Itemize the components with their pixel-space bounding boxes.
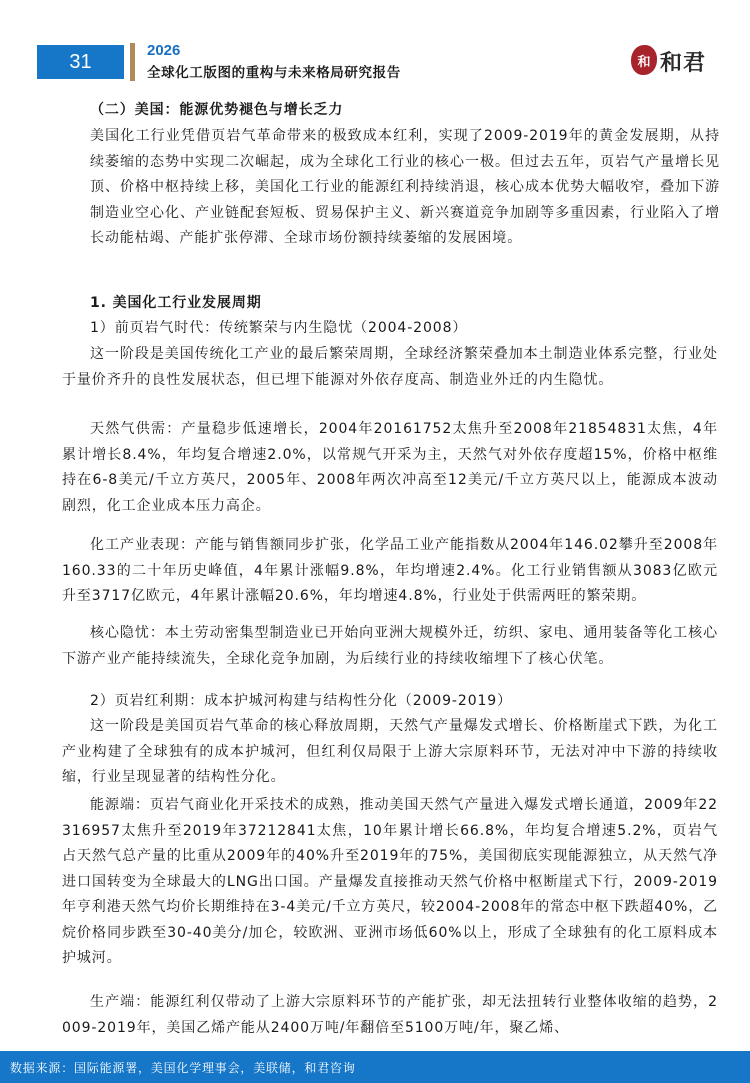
phase-1-industry: 化工产业表现：产能与销售额同步扩张，化学品工业产能指数从2004年146.02攀升至2008年160.33的二十年历史峰值，4年累计涨幅9.8%，年均增速2.4%。化工行业销售额从3083亿欧元升至3717亿欧元，4年累计涨幅20.6%，年均增速4.8%，行业处于供需两旺的繁荣期。 bbox=[62, 537, 718, 604]
phase-1-intro: 这一阶段是美国传统化工产业的最后繁荣周期，全球经济繁荣叠加本土制造业体系完整，行业处于量价齐升的良性发展状态，但已埋下能源对外依存度高、制造业外迁的内生隐忧。 bbox=[62, 346, 718, 388]
logo-seal-icon: 和 bbox=[631, 45, 657, 75]
phase-2-production: 生产端：能源红利仅带动了上游大宗原料环节的产能扩张，却无法扭转行业整体收缩的趋势，2009-2019年，美国乙烯产能从2400万吨/年翻倍至5100万吨/年，聚乙烯、 bbox=[62, 994, 718, 1036]
phase-1-gas: 天然气供需：产量稳步低速增长，2004年20161752太焦升至2008年21854831太焦，4年累计增长8.4%，年均复合增速2.0%，以常规气开采为主，天然气对外依存度超15%，价格中枢维持在6-8美元/千立方英尺，2005年、2008年两次冲高至12美元/千立方英尺以上，能源成本波动剧烈，化工企业成本压力高企。 bbox=[62, 421, 718, 514]
report-year: 2026 bbox=[147, 42, 181, 59]
page-number: 31 bbox=[37, 45, 124, 79]
intro-paragraph: 美国化工行业凭借页岩气革命带来的极致成本红利，实现了2009-2019年的黄金发展期，从持续萎缩的态势中实现二次崛起，成为全球化工行业的核心一极。但过去五年，页岩气产量增长见顶、价格中枢持续上移，美国化工行业的能源红利持续消退，核心成本优势大幅收窄，叠加下游制造业空心化、产业链配套短板、贸易保护主义、新兴赛道竞争加剧等多重因素，行业陷入了增长动能枯竭、产能扩张停滞、全球市场份额持续萎缩的发展困境。 bbox=[90, 128, 720, 246]
header-divider bbox=[130, 43, 135, 81]
phase-2-intro: 这一阶段是美国页岩气革命的核心释放周期，天然气产量爆发式增长、价格断崖式下跌，为化工产业构建了全球独有的成本护城河，但红利仅局限于上游大宗原料环节，无法对冲中下游的持续收缩，行业呈现显著的结构性分化。 bbox=[62, 718, 718, 785]
data-source-footer: 数据来源：国际能源署，美国化学理事会，美联储，和君咨询 bbox=[0, 1051, 750, 1083]
phase-2-energy: 能源端：页岩气商业化开采技术的成熟，推动美国天然气产量进入爆发式增长通道，2009年22316957太焦升至2019年37212841太焦，10年累计增长66.8%，年均复合增速5.2%，页岩气占天然气总产量的比重从2009年的40%升至2019年的75%，美国彻底实现能源独立，从天然气净进口国转变为全球最大的LNG出口国。产量爆发直接推动天然气价格中枢断崖式下行，2009-2019年亨利港天然气均价长期维持在3-4美元/千立方英尺，较2004-2008年的常态中枢下跌超40%，乙烷价格同步跌至30-40美分/加仑，较欧洲、亚洲市场低60%以上，形成了全球独有的化工原料成本护城河。 bbox=[62, 797, 719, 966]
phase-1-concern: 核心隐忧：本土劳动密集型制造业已开始向亚洲大规模外迁，纺织、家电、通用装备等化工核心下游产业产能持续流失，全球化竞争加剧，为后续行业的持续收缩埋下了核心伏笔。 bbox=[62, 625, 718, 667]
phase-2-title: 2）页岩红利期：成本护城河构建与结构性分化（2009-2019） bbox=[90, 693, 513, 709]
logo-text: 和君 bbox=[660, 51, 707, 76]
phase-1-title: 1）前页岩气时代：传统繁荣与内生隐忧（2004-2008） bbox=[90, 320, 468, 336]
report-title: 全球化工版图的重构与未来格局研究报告 bbox=[147, 65, 401, 81]
subsection-heading: 1. 美国化工行业发展周期 bbox=[90, 295, 262, 311]
section-heading: （二）美国：能源优势褪色与增长乏力 bbox=[90, 102, 344, 118]
